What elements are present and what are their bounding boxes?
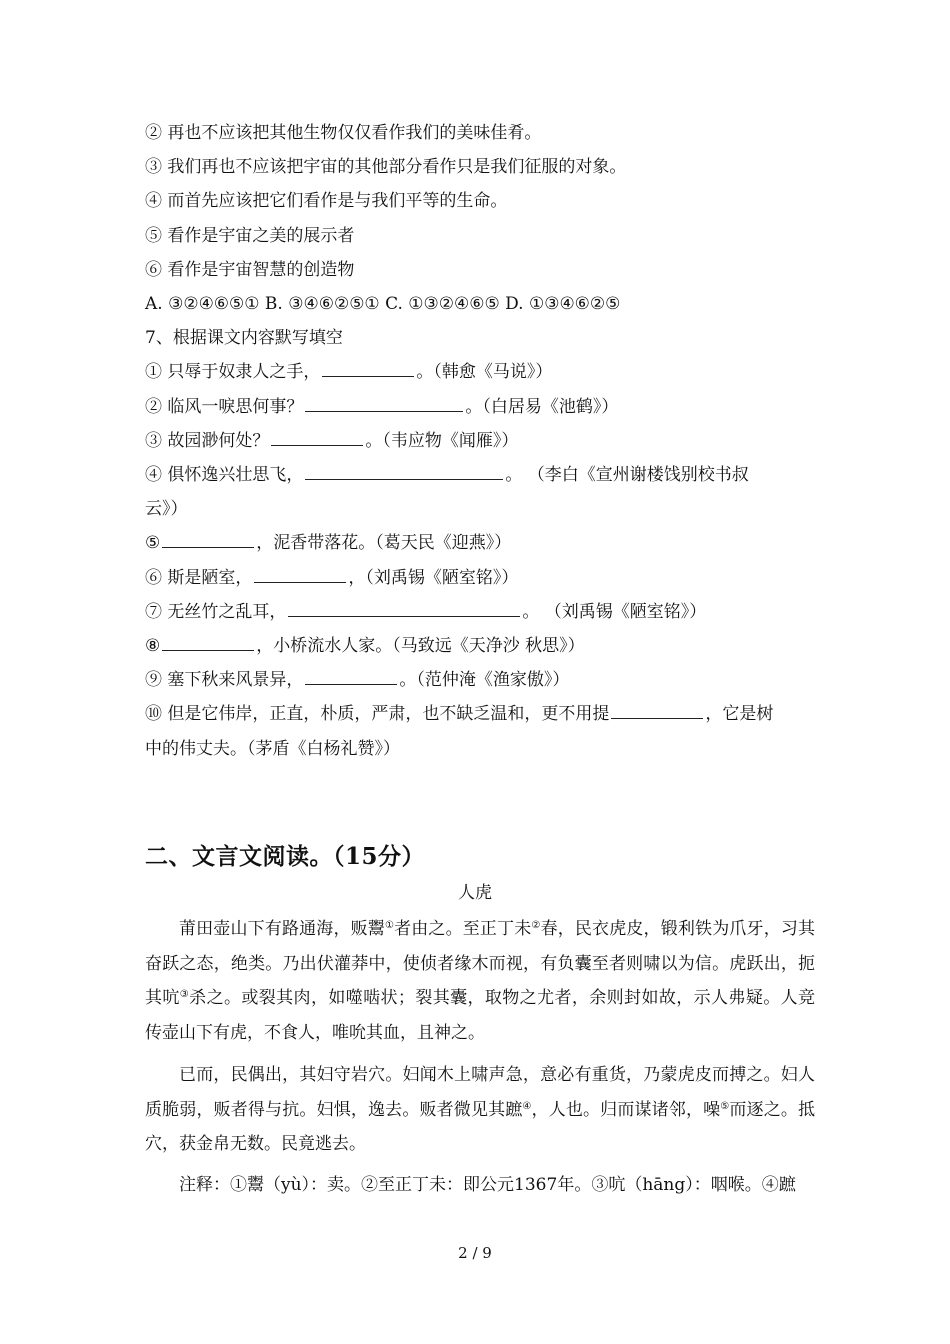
fill-item-text: ⑤ <box>145 533 161 554</box>
fill-item-3 <box>145 424 825 458</box>
passage-paragraph-1: 莆田壶山下有路通海，贩鬻①者由之。至正丁未②春，民衣虎皮，锻利铁为爪牙，习其奋跃之态，绝类。乃出伏灌莽中，使侦者缘木而视，有负囊至者则啸以为信。虎跃出，扼其吭③杀之。或裂其肉，如噬啮状；裂其囊，取物之尤者，余则封如故，示人弗疑。人竞传壶山下有虎，不食人，唯吮其血，且神之。 <box>145 919 816 1043</box>
fill-item-7 <box>145 595 825 629</box>
fill-item-9 <box>145 663 825 697</box>
option-4: ④ 而首先应该把它们看作是与我们平等的生命。 <box>145 191 508 212</box>
fill-item-2 <box>145 390 825 424</box>
fill-item-source: 。（范仲淹《渔家傲》） <box>399 670 570 691</box>
answer-blank[interactable] <box>162 529 254 548</box>
footnote-marker: ④ <box>522 1100 532 1112</box>
option-6: ⑥ 看作是宇宙智慧的创造物 <box>145 259 355 280</box>
fill-item-5 <box>145 526 825 560</box>
page-number: 2 / 9 <box>458 1244 492 1262</box>
answer-choices: A. ③②④⑥⑤① B. ③④⑥②⑤① C. ①③②④⑥⑤ D. ①③④⑥②⑤ <box>145 294 621 315</box>
answer-blank[interactable] <box>305 393 463 412</box>
fill-item-source: 。 （刘禹锡《陋室铭》） <box>522 601 707 622</box>
question-7-title: 7、根据课文内容默写填空 <box>145 328 343 349</box>
passage-notes: 注释：①鬻（yù）：卖。②至正丁未：即公元1367年。③吭（hāng）：咽喉。④蹠 <box>179 1175 796 1195</box>
fill-item-4 <box>145 458 825 492</box>
option-5: ⑤ 看作是宇宙之美的展示者 <box>145 225 355 246</box>
fill-item-text-end: ，它是树 <box>705 704 774 725</box>
fill-item-text: ① 只辱于奴隶人之手， <box>145 362 321 383</box>
fill-item-8 <box>145 629 825 663</box>
fill-item-source: ，泥香带落花。（葛天民《迎燕》） <box>256 533 512 554</box>
footnote-marker: ③ <box>179 989 190 1000</box>
fill-item-text: ⑥ 斯是陋室， <box>145 567 253 588</box>
fill-item-text: ⑧ <box>145 636 161 657</box>
options-list <box>145 116 825 766</box>
fill-item-1 <box>145 355 825 389</box>
option-2: ② 再也不应该把其他生物仅仅看作我们的美味佳肴。 <box>145 123 542 143</box>
answer-blank[interactable] <box>271 427 363 446</box>
fill-item-source: 。（韩愈《马说》） <box>416 362 553 383</box>
answer-blank[interactable] <box>322 358 414 377</box>
fill-item-10-continued: 中的伟丈夫。（茅盾《白杨礼赞》） <box>145 738 400 759</box>
passage-paragraph-2: 已而，民偶出，其妇守岩穴。妇闻木上啸声急，意必有重货，乃蒙虎皮而搏之。妇人质脆弱，贩者得与抗。妇惧，逸去。贩者微见其蹠④，人也。归而谋诸邻，噪⑤而逐之。抵穴，获金帛无数。民竟逃去。 <box>145 1065 816 1154</box>
footnote-marker: ② <box>531 920 541 931</box>
fill-item-source: 。（白居易《池鹤》） <box>465 396 619 417</box>
fill-item-text: ④ 俱怀逸兴壮思飞， <box>145 465 304 486</box>
answer-blank[interactable] <box>305 461 503 480</box>
fill-item-4-continued: 云》） <box>145 499 188 520</box>
fill-item-text: ③ 故园渺何处？ <box>145 430 270 451</box>
passage-title: 人虎 <box>458 883 492 903</box>
section-heading: 二、文言文阅读。（15分） <box>145 843 426 870</box>
fill-item-text: ⑩ 但是它伟岸，正直，朴质，严肃，也不缺乏温和，更不用提 <box>145 704 610 725</box>
answer-blank[interactable] <box>305 666 397 685</box>
answer-blank[interactable] <box>162 632 254 651</box>
footnote-marker: ⑤ <box>720 1100 730 1112</box>
fill-item-text: ② 临风一唳思何事？ <box>145 396 304 417</box>
fill-item-source: 。（韦应物《闻雁》） <box>365 430 519 451</box>
answer-blank[interactable] <box>288 598 520 617</box>
fill-item-source: 。 （李白《宣州谢楼饯别校书叔 <box>505 465 749 486</box>
fill-item-6 <box>145 561 825 595</box>
fill-item-text: ⑨ 塞下秋来风景异， <box>145 670 304 691</box>
fill-item-source: ，小桥流水人家。（马致远《天净沙 秋思》） <box>256 636 585 657</box>
answer-blank[interactable] <box>611 700 703 719</box>
fill-item-source: ，（刘禹锡《陋室铭》） <box>348 567 519 588</box>
fill-item-10 <box>145 697 825 731</box>
footnote-marker: ① <box>384 920 395 931</box>
answer-blank[interactable] <box>254 564 346 583</box>
fill-item-text: ⑦ 无丝竹之乱耳， <box>145 601 287 622</box>
option-3: ③ 我们再也不应该把宇宙的其他部分看作只是我们征服的对象。 <box>145 157 627 178</box>
